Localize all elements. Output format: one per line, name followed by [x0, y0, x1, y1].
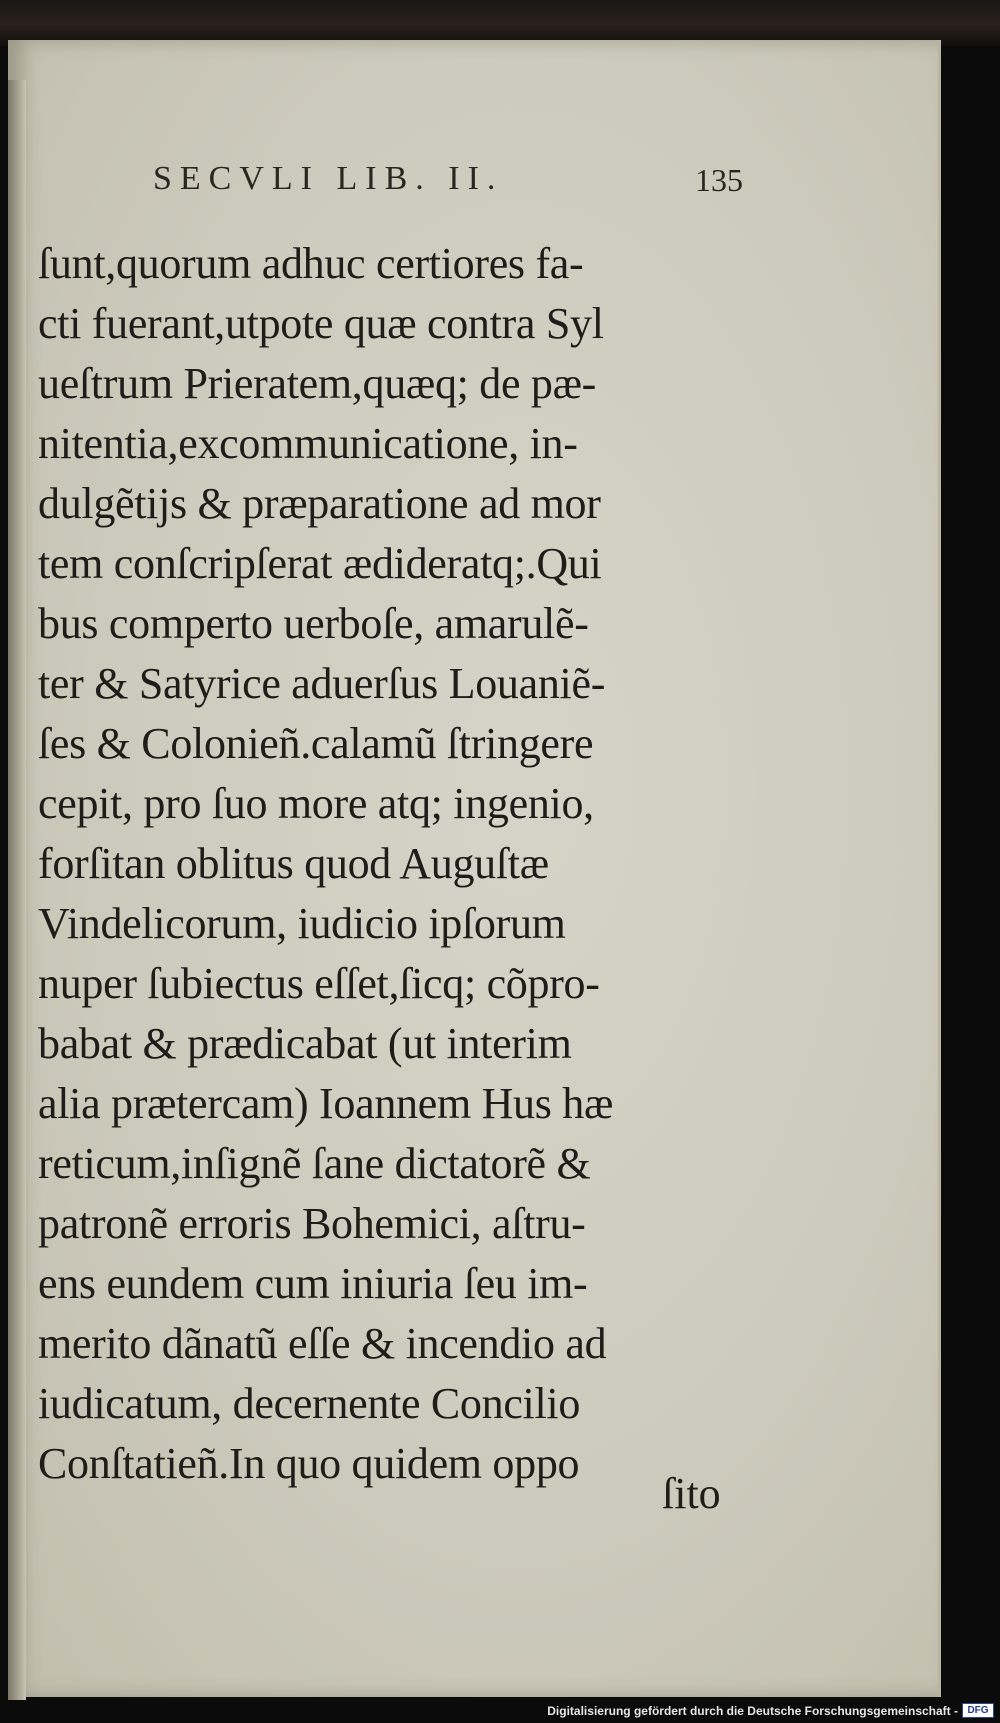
text-line: patronẽ erroris Bohemici, aſtru-: [38, 1199, 586, 1248]
text-line: tem conſcripſerat ædideratq;.Qui: [38, 539, 602, 588]
text-line: alia prætercam) Ioannem Hus hæ: [38, 1079, 614, 1128]
text-line: ſunt,quorum adhuc certiores fa-: [38, 239, 584, 288]
body-text: [38, 234, 738, 1494]
text-line: forſitan oblitus quod Auguſtæ: [38, 839, 549, 888]
text-line: bus comperto uerboſe, amarulẽ-: [38, 599, 589, 648]
text-line: ens eundem cum iniuria ſeu im-: [38, 1259, 588, 1308]
text-line: nuper ſubiectus eſſet,ſicq; cõpro-: [38, 959, 600, 1008]
catchword: ſito: [662, 1469, 721, 1518]
text-line: ueſtrum Prieratem,quæq; de pæ-: [38, 359, 596, 408]
text-line: cti fuerant,utpote quæ contra Syl: [38, 299, 604, 348]
book-page: [8, 40, 941, 1697]
page-number: 135: [695, 162, 743, 198]
running-head: SECVLI LIB. II.: [153, 160, 504, 197]
text-line: dulgẽtijs & præparatione ad mor: [38, 479, 601, 528]
text-line: cepit, pro ſuo more atq; ingenio,: [38, 779, 594, 828]
text-line: reticum,inſignẽ ſane dictatorẽ &: [38, 1139, 591, 1188]
text-line: nitentia,excommunicatione, in-: [38, 419, 578, 468]
text-line: Conſtatieñ.In quo quidem oppo: [38, 1439, 580, 1488]
text-line: iudicatum, decernente Concilio: [38, 1379, 581, 1428]
page-gutter-edge: [8, 80, 26, 1720]
text-line: Vindelicorum, iudicio ipſorum: [38, 899, 566, 948]
text-line: ter & Satyrice aduerſus Louaniẽ-: [38, 659, 606, 708]
text-line: babat & prædicabat (ut interim: [38, 1019, 572, 1068]
dfg-logo-icon: DFG: [962, 1703, 994, 1718]
text-line: ſes & Colonieñ.calamũ ſtringere: [38, 719, 594, 768]
funding-credit: Digitalisierung gefördert durch die Deutsche Forschungsgemeinschaft -: [547, 1704, 958, 1718]
page-header: [153, 160, 743, 220]
text-line: merito dãnatũ eſſe & incendio ad: [38, 1319, 607, 1368]
